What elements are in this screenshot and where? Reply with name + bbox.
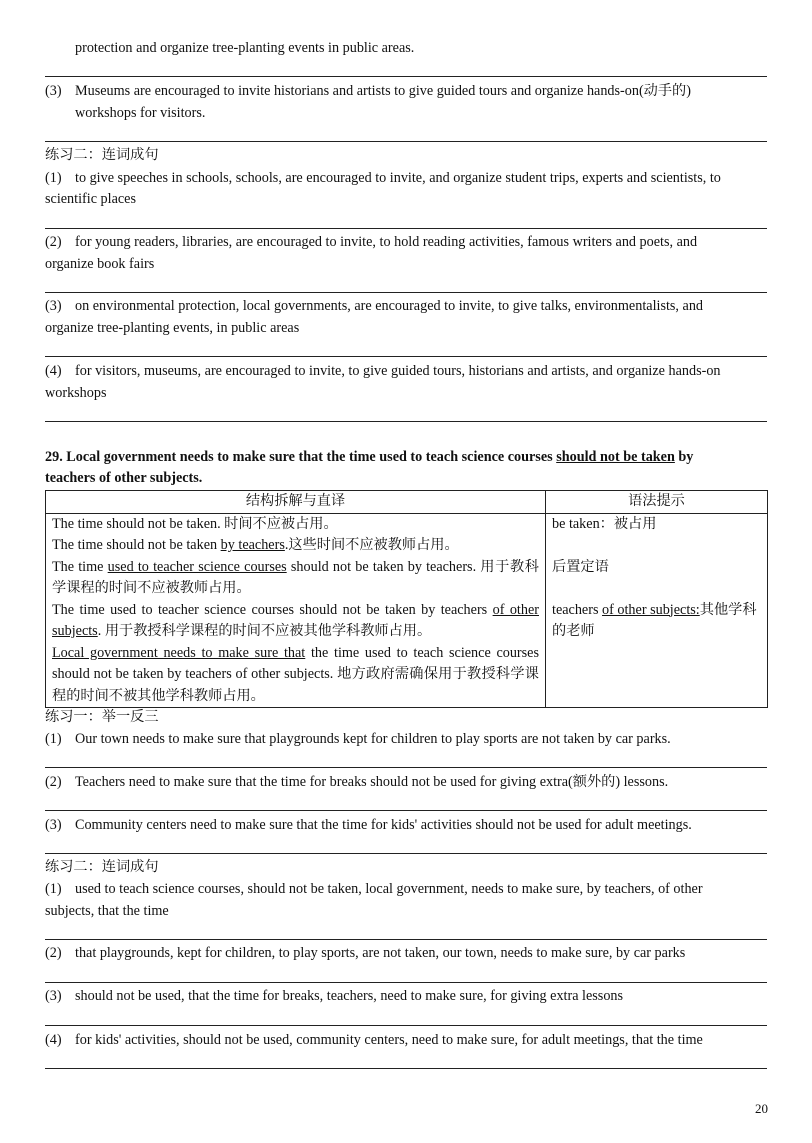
answer-line	[45, 228, 767, 229]
item-number: (2)	[45, 234, 62, 250]
answer-line	[45, 982, 767, 983]
question-29-cont: teachers of other subjects.	[45, 470, 203, 486]
answer-line	[45, 141, 767, 142]
exercise-item	[45, 361, 767, 383]
answer-line	[45, 1025, 767, 1026]
answer-line	[45, 356, 767, 357]
exercise-item	[45, 986, 767, 1008]
item-number: (3)	[45, 988, 62, 1004]
item-number: (3)	[45, 298, 62, 314]
underlined-phrase: should not be taken	[556, 449, 675, 465]
exercise-heading: 练习二：连词成句	[45, 147, 159, 163]
header-structure: 结构拆解与直译	[46, 491, 546, 514]
item-text: Teachers need to make sure that the time for breaks should not be used for giving extra(额外的) lessons.	[75, 774, 669, 790]
example-item-3	[45, 81, 767, 103]
underlined-phrase: of other subjects:	[602, 601, 700, 618]
text: 其他学科的老师	[552, 601, 757, 639]
item-text: to give speeches in schools, schools, are encouraged to invite, and organize student trips, experts and scientists, to	[75, 170, 721, 186]
analysis-table	[45, 490, 768, 708]
text: should not be taken by teachers. 用于教科学课程的时间不应被教师占用。	[52, 558, 539, 596]
structure-line-3	[52, 557, 539, 600]
item-number: (2)	[45, 774, 62, 790]
structure-cell	[46, 513, 546, 708]
answer-line	[45, 853, 767, 854]
table-header-row	[46, 491, 768, 514]
structure-line-2	[52, 535, 539, 557]
item-text: Community centers need to make sure that the time for kids' activities should not be used for adult meetings.	[75, 817, 692, 833]
answer-line	[45, 421, 767, 422]
structure-line-5	[52, 643, 539, 708]
answer-line	[45, 939, 767, 940]
continuation-line: protection and organize tree-planting events in public areas.	[75, 40, 415, 56]
answer-line	[45, 1068, 767, 1069]
exercise-item	[45, 729, 767, 751]
item-number: (4)	[45, 363, 62, 379]
grammar-note-1: be taken：被占用	[552, 515, 657, 532]
grammar-cell	[546, 513, 768, 708]
item-number: (1)	[45, 731, 62, 747]
exercise-item	[45, 815, 767, 837]
exercise-item-cont: organize book fairs	[45, 256, 155, 272]
question-text: Local government needs to make sure that the time used to teach science courses	[66, 449, 553, 465]
text: The time	[52, 558, 108, 575]
grammar-note-3	[552, 600, 761, 643]
item-text: for kids' activities, should not be used, community centers, need to make sure, for adult meetings, that the time	[75, 1032, 703, 1048]
text: The time used to teacher science courses should not be taken by teachers	[52, 601, 493, 618]
text: .这些时间不应被教师占用。	[284, 537, 459, 553]
item-text: Our town needs to make sure that playgrounds kept for children to play sports are not taken by car parks.	[75, 731, 671, 747]
item-number: (1)	[45, 881, 62, 897]
question-29	[45, 447, 767, 469]
answer-line	[45, 767, 767, 768]
underlined-phrase: of other subjects	[52, 601, 539, 639]
exercise-item-cont: scientific places	[45, 191, 136, 207]
item-text: for young readers, libraries, are encouraged to invite, to hold reading activities, famous writers and poets, and	[75, 234, 698, 250]
item-text: Museums are encouraged to invite historians and artists to give guided tours and organize hands-on(动手的)	[75, 83, 691, 99]
item-text: should not be used, that the time for breaks, teachers, need to make sure, for giving extra lessons	[75, 988, 624, 1004]
underlined-phrase: by teachers	[220, 537, 285, 553]
item-number: (3)	[45, 817, 62, 833]
exercise-item	[45, 943, 767, 965]
page-number: 20	[755, 1101, 768, 1116]
exercise-item	[45, 772, 767, 794]
exercise-item	[45, 1030, 767, 1052]
text: . 用于教授科学课程的时间不应被其他学科教师占用。	[97, 623, 432, 639]
exercise-heading: 练习二：连词成句	[45, 859, 159, 875]
question-number: 29.	[45, 449, 63, 465]
exercise-heading: 练习一：举一反三	[45, 709, 159, 725]
exercise-item	[45, 232, 767, 254]
exercise-item	[45, 168, 767, 190]
grammar-note-2: 后置定语	[552, 558, 609, 575]
item-number: (4)	[45, 1032, 62, 1048]
item-number: (2)	[45, 945, 62, 961]
structure-line-1: The time should not be taken. 时间不应被占用。	[52, 515, 338, 532]
structure-line-4	[52, 600, 539, 643]
text: the time used to teach science courses should not be taken by teachers of other subjects. 地方政府需确保用于教授科学课程的时间不被其他学科教师占用。	[52, 644, 539, 704]
item-text: for visitors, museums, are encouraged to invite, to give guided tours, historians and artists, and organize hands-on	[75, 363, 721, 379]
exercise-item-cont: workshops	[45, 385, 107, 401]
underlined-phrase: Local government needs to make sure that	[52, 644, 306, 661]
table-row	[46, 513, 768, 708]
item-number: (3)	[45, 83, 62, 99]
exercise-item	[45, 296, 767, 318]
exercise-item	[45, 879, 767, 901]
item-number: (1)	[45, 170, 62, 186]
question-text-tail: by	[678, 449, 694, 465]
item-text: on environmental protection, local governments, are encouraged to invite, to give talks, environmentalists, and	[75, 298, 704, 314]
answer-line	[45, 292, 767, 293]
exercise-item-cont: subjects, that the time	[45, 903, 169, 919]
item-text: that playgrounds, kept for children, to play sports, are not taken, our town, needs to make sure, by car parks	[75, 945, 686, 961]
header-grammar: 语法提示	[546, 491, 768, 514]
example-item-3-cont: workshops for visitors.	[75, 105, 206, 121]
answer-line	[45, 76, 767, 77]
text: The time should not be taken	[52, 537, 221, 553]
underlined-phrase: used to teacher science courses	[107, 558, 287, 575]
item-text: used to teach science courses, should not be taken, local government, needs to make sure, by teachers, of other	[75, 881, 703, 897]
exercise-item-cont: organize tree-planting events, in public areas	[45, 320, 300, 336]
answer-line	[45, 810, 767, 811]
text: teachers	[552, 601, 603, 618]
